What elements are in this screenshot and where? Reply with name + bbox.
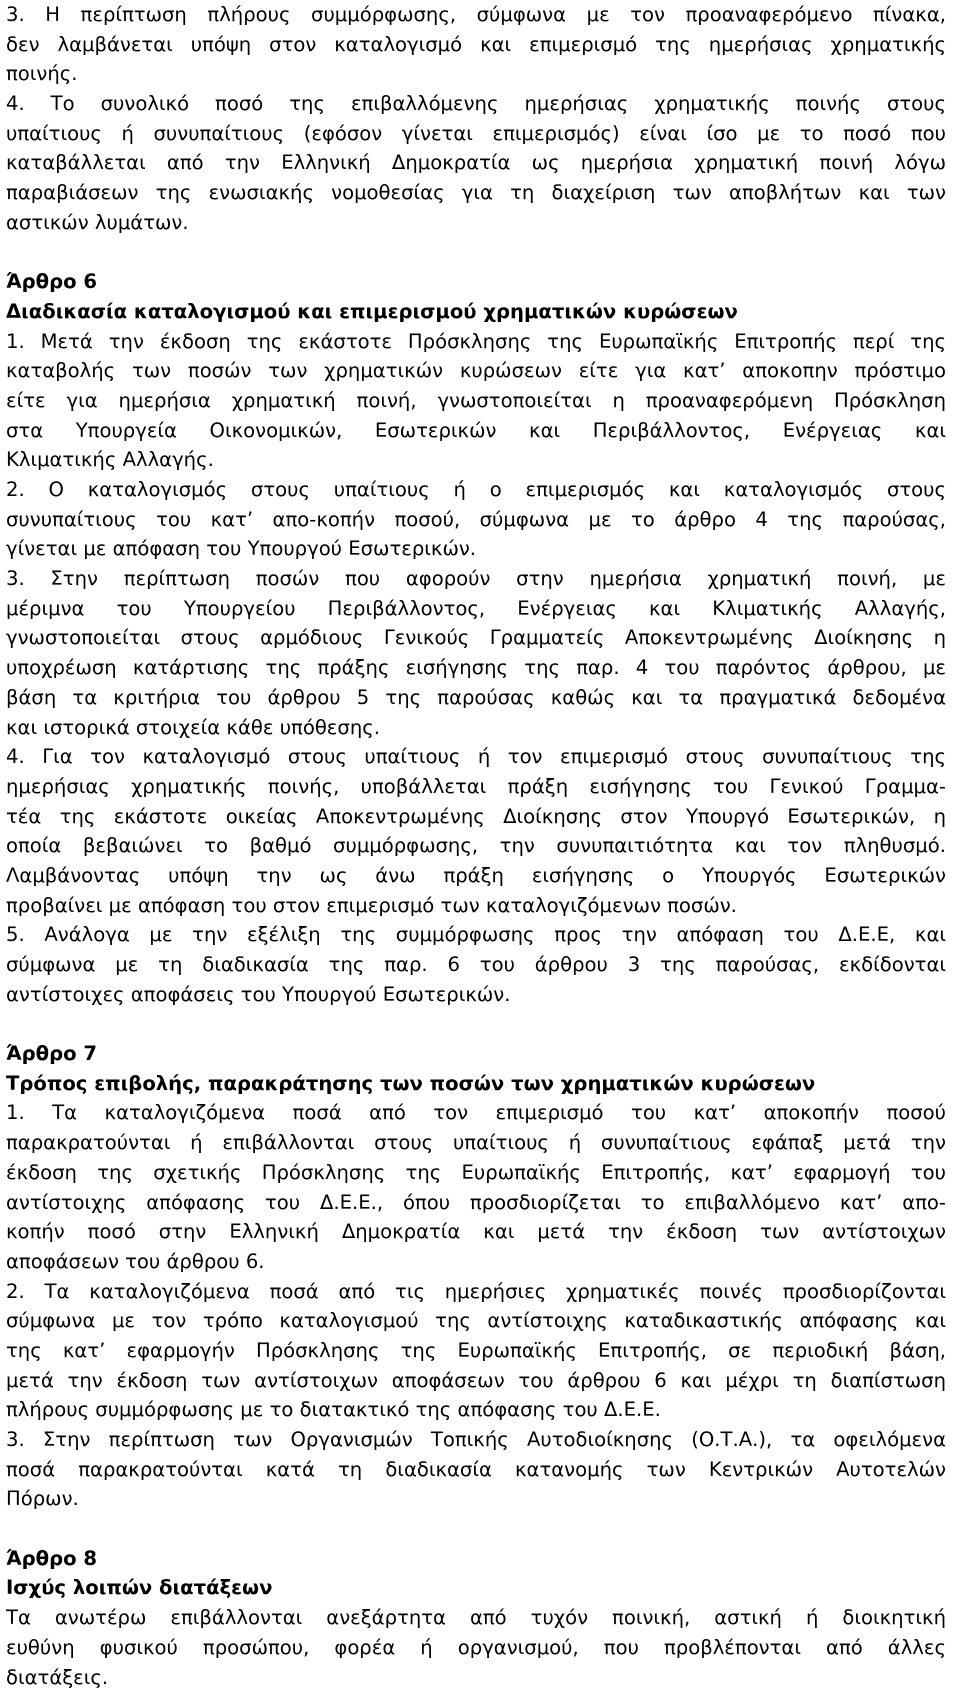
text-line: 1. Μετά την έκδοση της εκάστοτε Πρόσκλησης της Ευρωπαϊκής Επιτροπής περί της <box>6 327 946 357</box>
text-line: κοπήν ποσό στην Ελληνική Δημοκρατία και μετά την έκδοση των αντίστοιχων <box>6 1217 946 1247</box>
text-line: ποσά παρακρατούνται κατά τη διαδικασία κατανομής των Κεντρικών Αυτοτελών <box>6 1455 946 1485</box>
text-line: παρακρατούνται ή επιβάλλονται στους υπαίτιους ή συνυπαίτιους εφάπαξ μετά την <box>6 1128 946 1158</box>
text-line: συνυπαίτιους του κατ’ απο-κοπήν ποσού, σύμφωνα με το άρθρο 4 της παρούσας, <box>6 505 946 535</box>
text-line: σύμφωνα με τη διαδικασία της παρ. 6 του άρθρου 3 της παρούσας, εκδίδονται <box>6 950 946 980</box>
text-line: της κατ’ εφαρμογήν Πρόσκλησης της Ευρωπαϊκής Επιτροπής, σε περιοδική βάση, <box>6 1336 946 1366</box>
text-line: μέριμνα του Υπουργείου Περιβάλλοντος, Ενέργειας και Κλιματικής Αλλαγής, <box>6 594 946 624</box>
text-line: Λαμβάνοντας υπόψη την ως άνω πράξη εισήγησης ο Υπουργός Εσωτερικών <box>6 861 946 891</box>
text-line: Τα ανωτέρω επιβάλλονται ανεξάρτητα από τυχόν ποινική, αστική ή διοικητική <box>6 1603 946 1633</box>
document-page <box>6 0 946 1692</box>
text-line: σύμφωνα με τον τρόπο καταλογισμού της αντίστοιχης καταδικαστικής απόφασης και <box>6 1306 946 1336</box>
text-line: καταβολής των ποσών των χρηματικών κυρώσεων είτε για κατ’ αποκοπην πρόστιμο <box>6 356 946 386</box>
text-line: δεν λαμβάνεται υπόψη στον καταλογισμό και επιμερισμό της ημερήσιας χρηματικής <box>6 30 946 60</box>
text-line: 2. Ο καταλογισμός στους υπαίτιους ή ο επιμερισμός και καταλογισμός στους <box>6 475 946 505</box>
text-line: 3. Στην περίπτωση ποσών που αφορούν στην ημερήσια χρηματική ποινή, με <box>6 564 946 594</box>
text-line: υποχρέωση κατάρτισης της πράξης εισήγησης της παρ. 4 του παρόντος άρθρου, με <box>6 653 946 683</box>
text-line: καταβάλλεται από την Ελληνική Δημοκρατία ως ημερήσια χρηματική ποινή λόγω <box>6 148 946 178</box>
text-line: μετά την έκδοση των αντίστοιχων αποφάσεων του άρθρου 6 και μέχρι τη διαπίστωση <box>6 1366 946 1396</box>
text-line: 3. Η περίπτωση πλήρους συμμόρφωσης, σύμφωνα με τον προαναφερόμενο πίνακα, <box>6 0 946 30</box>
text-line: διατάξεις. <box>6 1663 946 1692</box>
text-line: 1. Τα καταλογιζόμενα ποσά από τον επιμερισμό του κατ’ αποκοπήν ποσού <box>6 1098 946 1128</box>
section-heading-line: Διαδικασία καταλογισμού και επιμερισμού χρηματικών κυρώσεων <box>6 297 946 327</box>
text-line: παραβιάσεων της ενωσιακής νομοθεσίας για τη διαχείριση των αποβλήτων και των <box>6 178 946 208</box>
text-line: γνωστοποιείται στους αρμόδιους Γενικούς Γραμματείς Αποκεντρωμένης Διοίκησης η <box>6 623 946 653</box>
paragraph-spacer <box>6 1009 946 1039</box>
text-line: ευθύνη φυσικού προσώπου, φορέα ή οργανισμού, που προβλέπονται από άλλες <box>6 1633 946 1663</box>
section-heading-line: Άρθρο 6 <box>6 267 946 297</box>
text-line: οποία βεβαιώνει το βαθμό συμμόρφωσης, την συνυπαιτιότητα και τον πληθυσμό. <box>6 831 946 861</box>
text-line: 4. Για τον καταλογισμό στους υπαίτιους ή τον επιμερισμό στους συνυπαίτιους της <box>6 742 946 772</box>
paragraph-spacer <box>6 1514 946 1544</box>
section-heading-line: Άρθρο 8 <box>6 1544 946 1574</box>
text-line: προβαίνει με απόφαση του στον επιμερισμό των καταλογιζόμενων ποσών. <box>6 891 946 921</box>
text-line: έκδοση της σχετικής Πρόσκλησης της Ευρωπαϊκής Επιτροπής, κατ’ εφαρμογή του <box>6 1158 946 1188</box>
text-line: 5. Ανάλογα με την εξέλιξη της συμμόρφωσης προς την απόφαση του Δ.Ε.Ε, και <box>6 920 946 950</box>
text-line: υπαίτιους ή συνυπαίτιους (εφόσον γίνεται επιμερισμός) είναι ίσο με το ποσό που <box>6 119 946 149</box>
text-line: 2. Τα καταλογιζόμενα ποσά από τις ημερήσιες χρηματικές ποινές προσδιορίζονται <box>6 1277 946 1307</box>
text-line: Κλιματικής Αλλαγής. <box>6 445 946 475</box>
text-line: αντίστοιχης απόφασης του Δ.Ε.Ε., όπου προσδιορίζεται το επιβαλλόμενο κατ’ απο- <box>6 1188 946 1218</box>
text-line: Πόρων. <box>6 1484 946 1514</box>
text-line: βάση τα κριτήρια του άρθρου 5 της παρούσας καθώς και τα πραγματικά δεδομένα <box>6 683 946 713</box>
text-line: 3. Στην περίπτωση των Οργανισμών Τοπικής Αυτοδιοίκησης (Ο.Τ.Α.), τα οφειλόμενα <box>6 1425 946 1455</box>
text-line: πλήρους συμμόρφωσης με το διατακτικό της απόφασης του Δ.Ε.Ε. <box>6 1395 946 1425</box>
text-line: αποφάσεων του άρθρου 6. <box>6 1247 946 1277</box>
text-line: γίνεται με απόφαση του Υπουργού Εσωτερικών. <box>6 534 946 564</box>
paragraph-spacer <box>6 238 946 268</box>
text-line: ημερήσιας χρηματικής ποινής, υποβάλλεται πράξη εισήγησης του Γενικού Γραμμα- <box>6 772 946 802</box>
text-line: 4. Το συνολικό ποσό της επιβαλλόμενης ημερήσιας χρηματικής ποινής στους <box>6 89 946 119</box>
text-line: ποινής. <box>6 59 946 89</box>
text-line: αντίστοιχες αποφάσεις του Υπουργού Εσωτερικών. <box>6 980 946 1010</box>
text-line: στα Υπουργεία Οικονομικών, Εσωτερικών και Περιβάλλοντος, Ενέργειας και <box>6 416 946 446</box>
section-heading-line: Ισχύς λοιπών διατάξεων <box>6 1573 946 1603</box>
section-heading-line: Άρθρο 7 <box>6 1039 946 1069</box>
text-line: αστικών λυμάτων. <box>6 208 946 238</box>
text-line: είτε για ημερήσια χρηματική ποινή, γνωστοποιείται η προαναφερόμενη Πρόσκληση <box>6 386 946 416</box>
section-heading-line: Τρόπος επιβολής, παρακράτησης των ποσών των χρηματικών κυρώσεων <box>6 1069 946 1099</box>
text-line: τέα της εκάστοτε οικείας Αποκεντρωμένης Διοίκησης στον Υπουργό Εσωτερικών, η <box>6 802 946 832</box>
text-line: και ιστορικά στοιχεία κάθε υπόθεσης. <box>6 713 946 743</box>
